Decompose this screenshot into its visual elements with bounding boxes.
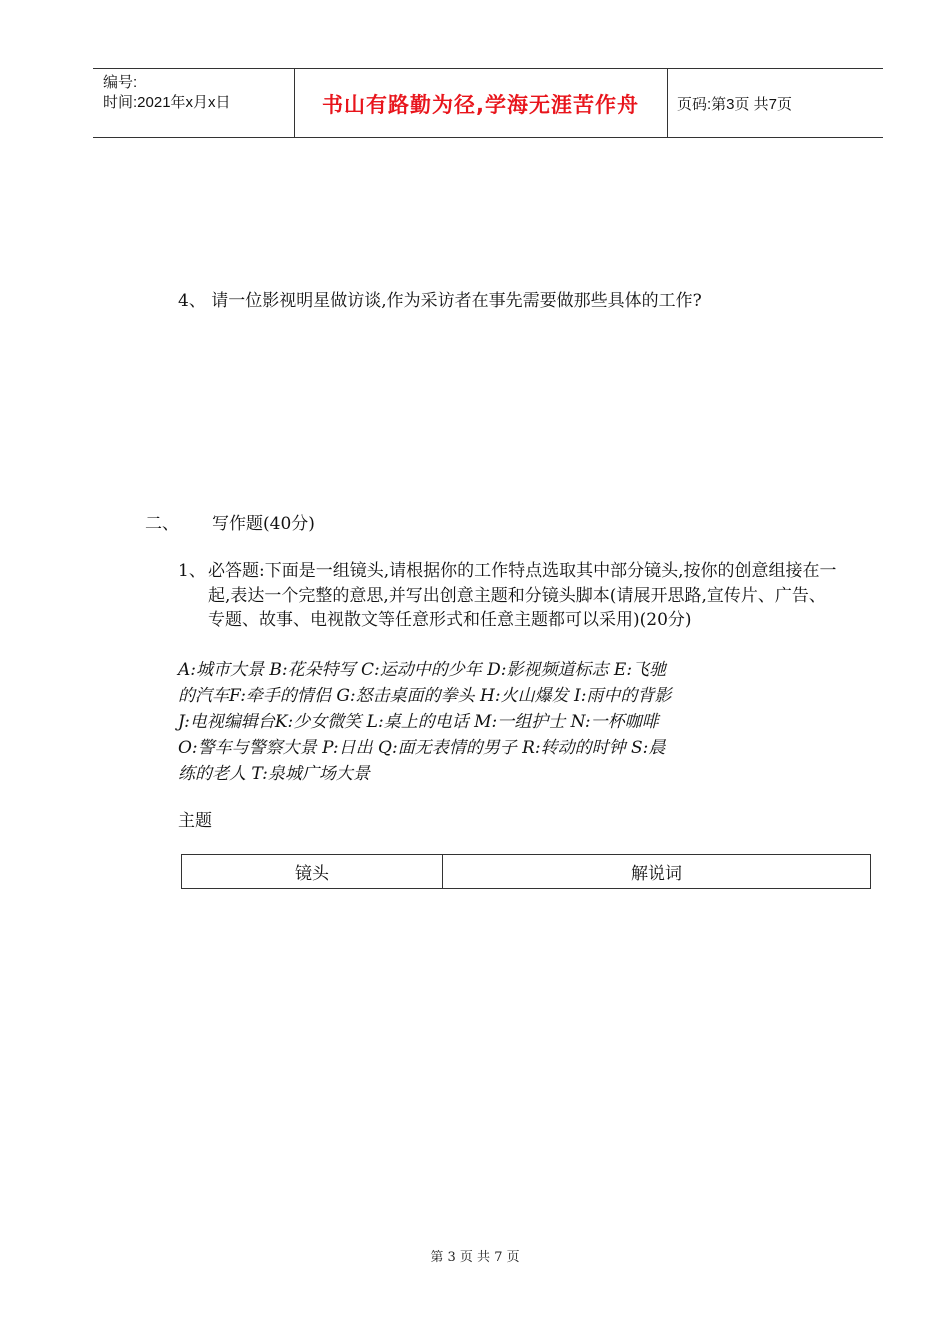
question-text: 必答题:下面是一组镜头,请根据你的工作特点选取其中部分镜头,按你的创意组接在一起,表达一个完整的意思,并写出创意主题和分镜头脚本(请展开思路,宣传片、广告、专题、故事、电视散文等任意形式和任意主题都可以采用)(20分): [208, 561, 837, 630]
section-title: 写作题(40分): [212, 514, 315, 534]
header-meta: [103, 73, 231, 113]
shot-line: 练的老人 T:泉城广场大景: [178, 764, 370, 784]
shot-line: J:电视编辑台K:少女微笑 L:桌上的电话 M:一组护士 N:一杯咖啡: [178, 712, 659, 732]
column-header-narration: 解说词: [443, 855, 871, 889]
page-footer: 第 3 页 共 7 页: [430, 1250, 520, 1265]
serial-label: 编号:: [103, 74, 138, 91]
shot-list: [178, 657, 838, 787]
shot-line: A:城市大景 B:花朵特写 C:运动中的少年 D:影视频道标志 E:飞驰: [178, 660, 667, 680]
header-motto: 书山有路勤为径,学海无涯苦作舟: [322, 93, 639, 117]
section-2-heading: [145, 509, 315, 534]
script-table: [181, 854, 871, 889]
question-4: 4、 请一位影视明星做访谈,作为采访者在事先需要做那些具体的工作?: [178, 291, 702, 311]
shot-line: O:警车与警察大景 P:日出 Q:面无表情的男子 R:转动的时钟 S:晨: [178, 738, 666, 758]
header-divider: [667, 69, 668, 137]
page-number-label: 页码:第3页 共7页: [677, 96, 793, 113]
table-header-row: [182, 855, 871, 889]
question-1: [178, 559, 838, 633]
question-number: 1、: [178, 561, 206, 581]
time-label: 时间:2021年x月x日: [103, 94, 231, 111]
section-number: 二、: [145, 514, 179, 534]
theme-label: 主题: [178, 811, 212, 831]
shot-line: 的汽车F:牵手的情侣 G:怒击桌面的拳头 H:火山爆发 I:雨中的背影: [178, 686, 672, 706]
column-header-shot: 镜头: [182, 855, 443, 889]
page-header: [93, 68, 883, 138]
